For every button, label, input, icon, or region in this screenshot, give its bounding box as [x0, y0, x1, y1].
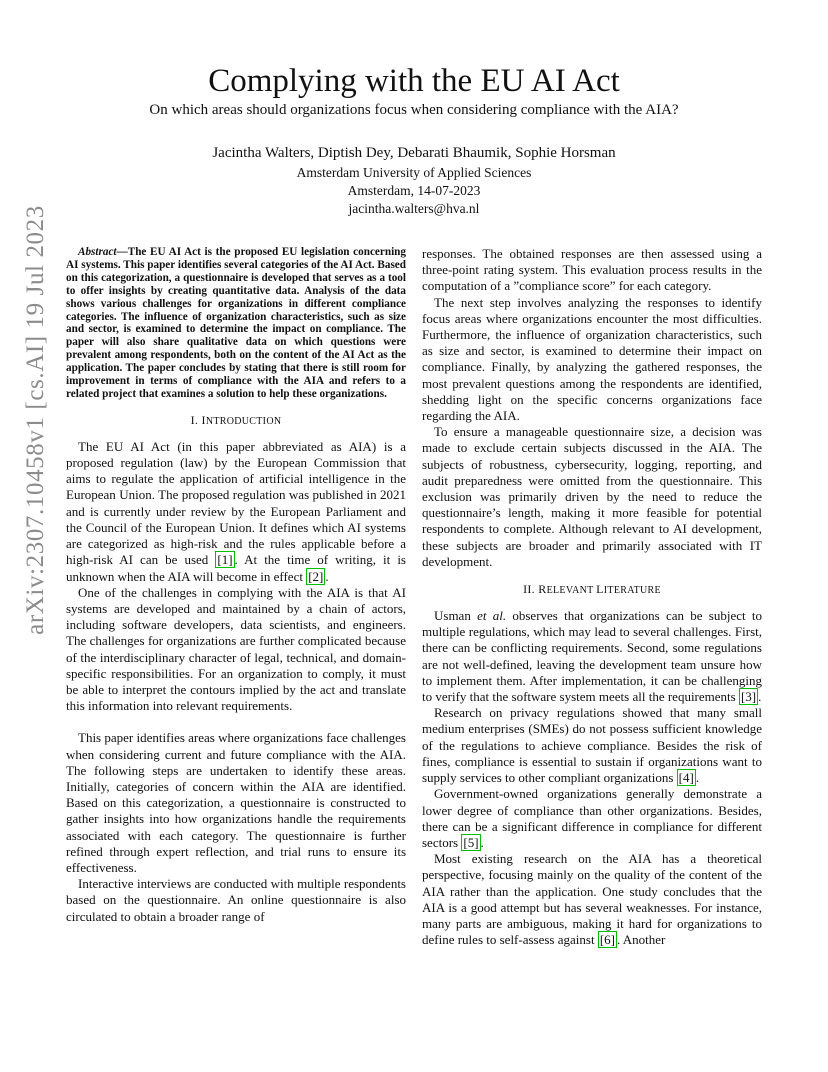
- abstract-text: —The EU AI Act is the proposed EU legislation concerning AI systems. This paper identifies several categories of the AI Act. Based on this categorization, a questionnaire is developed that serves as a tool to offer insights by creating quantitative data. Analysis of the data shows various challenges for organizations in different compliance categories. The influence of organization characteristics, such as size and sector, is examined to determine the impact on compliance. The paper will also share qualitative data on which questions were prevalent among respondents, both on the content of the AI Act as the application. The paper concludes by stating that there is still room for improvement in terms of compliance with the AIA and refers to a related project that examines a solution to help these organizations.: [66, 246, 406, 400]
- affiliation: Amsterdam University of Applied Sciences: [296, 165, 532, 180]
- section-heading-introduction: I. INTRODUCTION: [190, 412, 282, 427]
- author-block: [0, 144, 828, 218]
- author-email: jacintha.walters@hva.nl: [348, 201, 480, 216]
- paper-title: Complying with the EU AI Act: [208, 63, 620, 99]
- citation-link[interactable]: [1]: [217, 552, 233, 568]
- literature-paragraph-1: Usman et al. observes that organizations can be subject to multiple regulations, which may lead to several challenges. First, there can be conflicting requirements. Second, some regulations are not well-defined, leaving the development team unsure how to implement them. After implementation, it can be challenging to verify that the software system meets all the requirements [3] .: [422, 608, 762, 705]
- citation-link[interactable]: [6]: [599, 932, 615, 948]
- literature-paragraph-3: Government-owned organizations generally demonstrate a lower degree of compliance than other organizations. Besides, there can be a significant difference in compliance for different sectors [5] .: [422, 786, 762, 850]
- right-column: [422, 246, 762, 948]
- literature-paragraph-4: Most existing research on the AIA has a theoretical perspective, focusing mainly on the quality of the content of the AIA rather than the application. One study concludes that the AIA is a good attempt but has several weaknesses. For instance, many parts are ambiguous, making it hard for organizations to define rules to self-assess against [6] . Another: [422, 851, 762, 948]
- citation-link[interactable]: [5]: [463, 834, 479, 850]
- section-heading-relevant-literature: II. RELEVANT LITERATURE: [523, 582, 661, 597]
- citation-link[interactable]: [4]: [678, 770, 694, 786]
- intro-paragraph-4-continued: responses. The obtained responses are then assessed using a three-point rating system. This evaluation process results in the computation of a ”compliance score” for each category.: [422, 246, 762, 294]
- citation-link[interactable]: [2]: [308, 568, 324, 584]
- location-date: Amsterdam, 14-07-2023: [347, 183, 481, 198]
- left-column: [66, 246, 406, 925]
- intro-paragraph-5: The next step involves analyzing the responses to identify focus areas where organizations encounter the most difficulties. Furthermore, the influence of organization characteristics, such as size and sector, is examined to determine their impact on compliance. Finally, by analyzing the gathered responses, the most prevalent questions among the respondents are identified, shedding light on the specific concerns organizations face regarding the AIA.: [422, 294, 762, 424]
- intro-paragraph-4: Interactive interviews are conducted with multiple respondents based on the questionnaire. An online questionnaire is also circulated to obtain a broader range of: [66, 876, 406, 924]
- intro-paragraph-2: One of the challenges in complying with the AIA is that AI systems are developed and maintained by a chain of actors, including software developers, data scientists, and engineers. The challenges for organizations are further complicated because of the interdisciplinary character of legal, technical, and domain-specific responsibilities. For an organization to comply, it must be able to interpret the contours implied by the act and translate this information into relevant requirements.: [66, 584, 406, 714]
- author-names: Jacintha Walters, Diptish Dey, Debarati Bhaumik, Sophie Horsman: [212, 145, 616, 161]
- abstract-label: Abstract: [78, 246, 117, 258]
- arxiv-identifier: arXiv:2307.10458v1 [cs.AI] 19 Jul 2023: [22, 205, 49, 635]
- paper-subtitle: On which areas should organizations focus when considering compliance with the AIA?: [149, 102, 679, 118]
- intro-paragraph-6: To ensure a manageable questionnaire size, a decision was made to exclude certain subjects discussed in the AIA. The subjects of robustness, cybersecurity, logging, reporting, and audit preparedness were omitted from the questionnaire. This exclusion was primarily driven by the need to reduce the questionnaire’s length, making it more feasible for potential respondents to complete. Although relevant to AI development, these subjects are broader and primarily associated with IT development.: [422, 424, 762, 569]
- intro-paragraph-3: This paper identifies areas where organizations face challenges when considering current and future compliance with the AIA. The following steps are undertaken to identify these areas. Initially, categories of concern within the AIA are identified. Based on this categorization, a questionnaire is constructed to gather insights into how organizations handle the requirements associated with each category. The questionnaire is further refined through expert reflection, and trial runs to ensure its effectiveness.: [66, 730, 406, 875]
- abstract: [66, 246, 406, 401]
- intro-paragraph-1: The EU AI Act (in this paper abbreviated as AIA) is a proposed regulation (law) by the European Commission that aims to regulate the application of artificial intelligence in the European Union. The proposed regulation was published in 2021 and is currently under review by the European Parliament and the Council of the European Union. It defines which AI systems are categorized as high-risk and the rules applicable before a high-risk AI can be used [1] . At the time of writing, it is unknown when the AIA will become in effect [2] .: [66, 438, 406, 584]
- citation-link[interactable]: [3]: [740, 689, 757, 705]
- literature-paragraph-2: Research on privacy regulations showed that many small medium enterprises (SMEs) do not possess sufficient knowledge of the regulations to achieve compliance. Besides the risk of fines, compliance is essential to sustain if organizations want to supply services to other compliant organizations [4] .: [422, 705, 762, 786]
